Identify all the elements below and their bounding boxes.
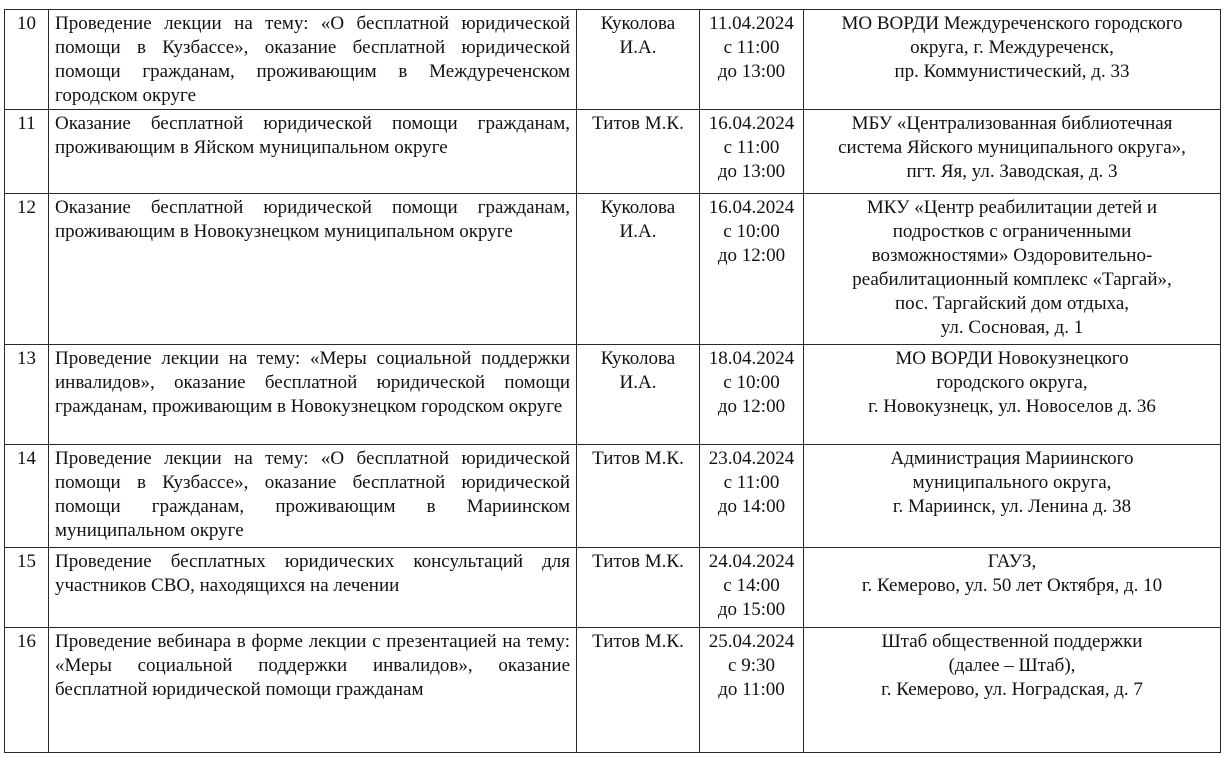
row-number: 10 xyxy=(5,10,49,110)
event-time-to: до 12:00 xyxy=(717,245,786,266)
place-line: МКУ «Центр реабилитации детей и xyxy=(866,197,1158,218)
place-line: ул. Сосновая, д. 1 xyxy=(940,317,1084,338)
event-time-to: до 14:00 xyxy=(717,496,786,517)
event-place xyxy=(804,194,1221,345)
place-line: городского округа, xyxy=(936,372,1088,393)
event-datetime xyxy=(700,194,804,345)
place-line: подростков с ограниченными xyxy=(892,221,1132,242)
row-number: 14 xyxy=(5,445,49,548)
events-table-body xyxy=(5,10,1221,753)
event-date: 11.04.2024 xyxy=(709,13,794,34)
row-number: 11 xyxy=(5,110,49,194)
event-time-from: с 14:00 xyxy=(723,575,780,596)
place-line: пгт. Яя, ул. Заводская, д. 3 xyxy=(906,161,1118,182)
event-date: 25.04.2024 xyxy=(708,631,795,652)
event-time-to: до 11:00 xyxy=(718,679,785,700)
event-description: Проведение лекции на тему: «Меры социальной поддержки инвалидов», оказание бесплатной юридической помощи гражданам, проживающим в Новокузнецком городском округе xyxy=(49,345,577,445)
event-place xyxy=(804,345,1221,445)
event-date: 23.04.2024 xyxy=(708,448,795,469)
responsible-person: Куколова И.А. xyxy=(577,194,700,345)
event-date: 16.04.2024 xyxy=(708,113,795,134)
event-description: Оказание бесплатной юридической помощи гражданам, проживающим в Новокузнецком муниципальном округе xyxy=(49,194,577,345)
responsible-person: Титов М.К. xyxy=(577,110,700,194)
event-time-from: с 11:00 xyxy=(723,37,780,58)
table-row xyxy=(5,445,1221,548)
event-time-from: с 11:00 xyxy=(723,472,780,493)
event-datetime xyxy=(700,445,804,548)
place-line: г. Кемерово, ул. 50 лет Октября, д. 10 xyxy=(861,575,1163,596)
events-table xyxy=(4,9,1221,753)
event-datetime xyxy=(700,548,804,628)
event-time-to: до 13:00 xyxy=(717,61,786,82)
responsible-person: Титов М.К. xyxy=(577,445,700,548)
event-place xyxy=(804,628,1221,753)
place-line: пос. Таргайский дом отдыха, xyxy=(894,293,1130,314)
event-datetime xyxy=(700,628,804,753)
place-line: пр. Коммунистический, д. 33 xyxy=(894,61,1130,82)
place-line: МО ВОРДИ Междуреченского городского xyxy=(841,13,1183,34)
table-row xyxy=(5,194,1221,345)
table-row xyxy=(5,10,1221,110)
row-number: 13 xyxy=(5,345,49,445)
event-description: Проведение вебинара в форме лекции с презентацией на тему: «Меры социальной поддержки инвалидов», оказание бесплатной юридической помощи гражданам xyxy=(49,628,577,753)
event-description: Проведение лекции на тему: «О бесплатной юридической помощи в Кузбассе», оказание бесплатной юридической помощи гражданам, проживающим в Мариинском муниципальном округе xyxy=(49,445,577,548)
place-line: Администрация Мариинского xyxy=(890,448,1134,469)
place-line: г. Кемерово, ул. Ноградская, д. 7 xyxy=(881,679,1143,700)
place-line: округа, г. Междуреченск, xyxy=(910,37,1114,58)
event-description: Проведение лекции на тему: «О бесплатной юридической помощи в Кузбассе», оказание бесплатной юридической помощи гражданам, проживающим в Междуреченском городском округе xyxy=(49,10,577,110)
place-line: реабилитационный комплекс «Таргай», xyxy=(852,269,1172,290)
place-line: г. Новокузнецк, ул. Новоселов д. 36 xyxy=(868,396,1156,417)
event-datetime xyxy=(700,345,804,445)
event-date: 16.04.2024 xyxy=(708,197,795,218)
place-line: Штаб общественной поддержки xyxy=(881,631,1143,652)
row-number: 15 xyxy=(5,548,49,628)
place-line: система Яйского муниципального округа», xyxy=(838,137,1186,158)
table-row xyxy=(5,345,1221,445)
event-place xyxy=(804,110,1221,194)
event-date: 18.04.2024 xyxy=(708,348,795,369)
place-line: ГАУЗ, xyxy=(987,551,1037,572)
event-time-from: с 10:00 xyxy=(723,372,780,393)
responsible-person: Куколова И.А. xyxy=(577,10,700,110)
event-place xyxy=(804,548,1221,628)
place-line: г. Мариинск, ул. Ленина д. 38 xyxy=(892,496,1132,517)
place-line: МО ВОРДИ Новокузнецкого xyxy=(895,348,1129,369)
table-row xyxy=(5,628,1221,753)
event-place xyxy=(804,445,1221,548)
event-place xyxy=(804,10,1221,110)
event-time-to: до 15:00 xyxy=(717,599,786,620)
event-time-to: до 13:00 xyxy=(717,161,786,182)
place-line: (далее – Штаб), xyxy=(948,655,1076,676)
event-description: Проведение бесплатных юридических консультаций для участников СВО, находящихся на лечении xyxy=(49,548,577,628)
row-number: 16 xyxy=(5,628,49,753)
row-number: 12 xyxy=(5,194,49,345)
table-row xyxy=(5,110,1221,194)
event-time-from: с 11:00 xyxy=(723,137,780,158)
table-row xyxy=(5,548,1221,628)
place-line: муниципального округа, xyxy=(912,472,1112,493)
place-line: возможностями» Оздоровительно- xyxy=(871,245,1153,266)
event-datetime xyxy=(700,110,804,194)
event-datetime xyxy=(700,10,804,110)
responsible-person: Куколова И.А. xyxy=(577,345,700,445)
event-date: 24.04.2024 xyxy=(708,551,795,572)
responsible-person: Титов М.К. xyxy=(577,628,700,753)
event-time-from: с 10:00 xyxy=(723,221,780,242)
event-description: Оказание бесплатной юридической помощи гражданам, проживающим в Яйском муниципальном округе xyxy=(49,110,577,194)
responsible-person: Титов М.К. xyxy=(577,548,700,628)
place-line: МБУ «Централизованная библиотечная xyxy=(851,113,1173,134)
event-time-to: до 12:00 xyxy=(717,396,786,417)
event-time-from: с 9:30 xyxy=(728,655,775,676)
